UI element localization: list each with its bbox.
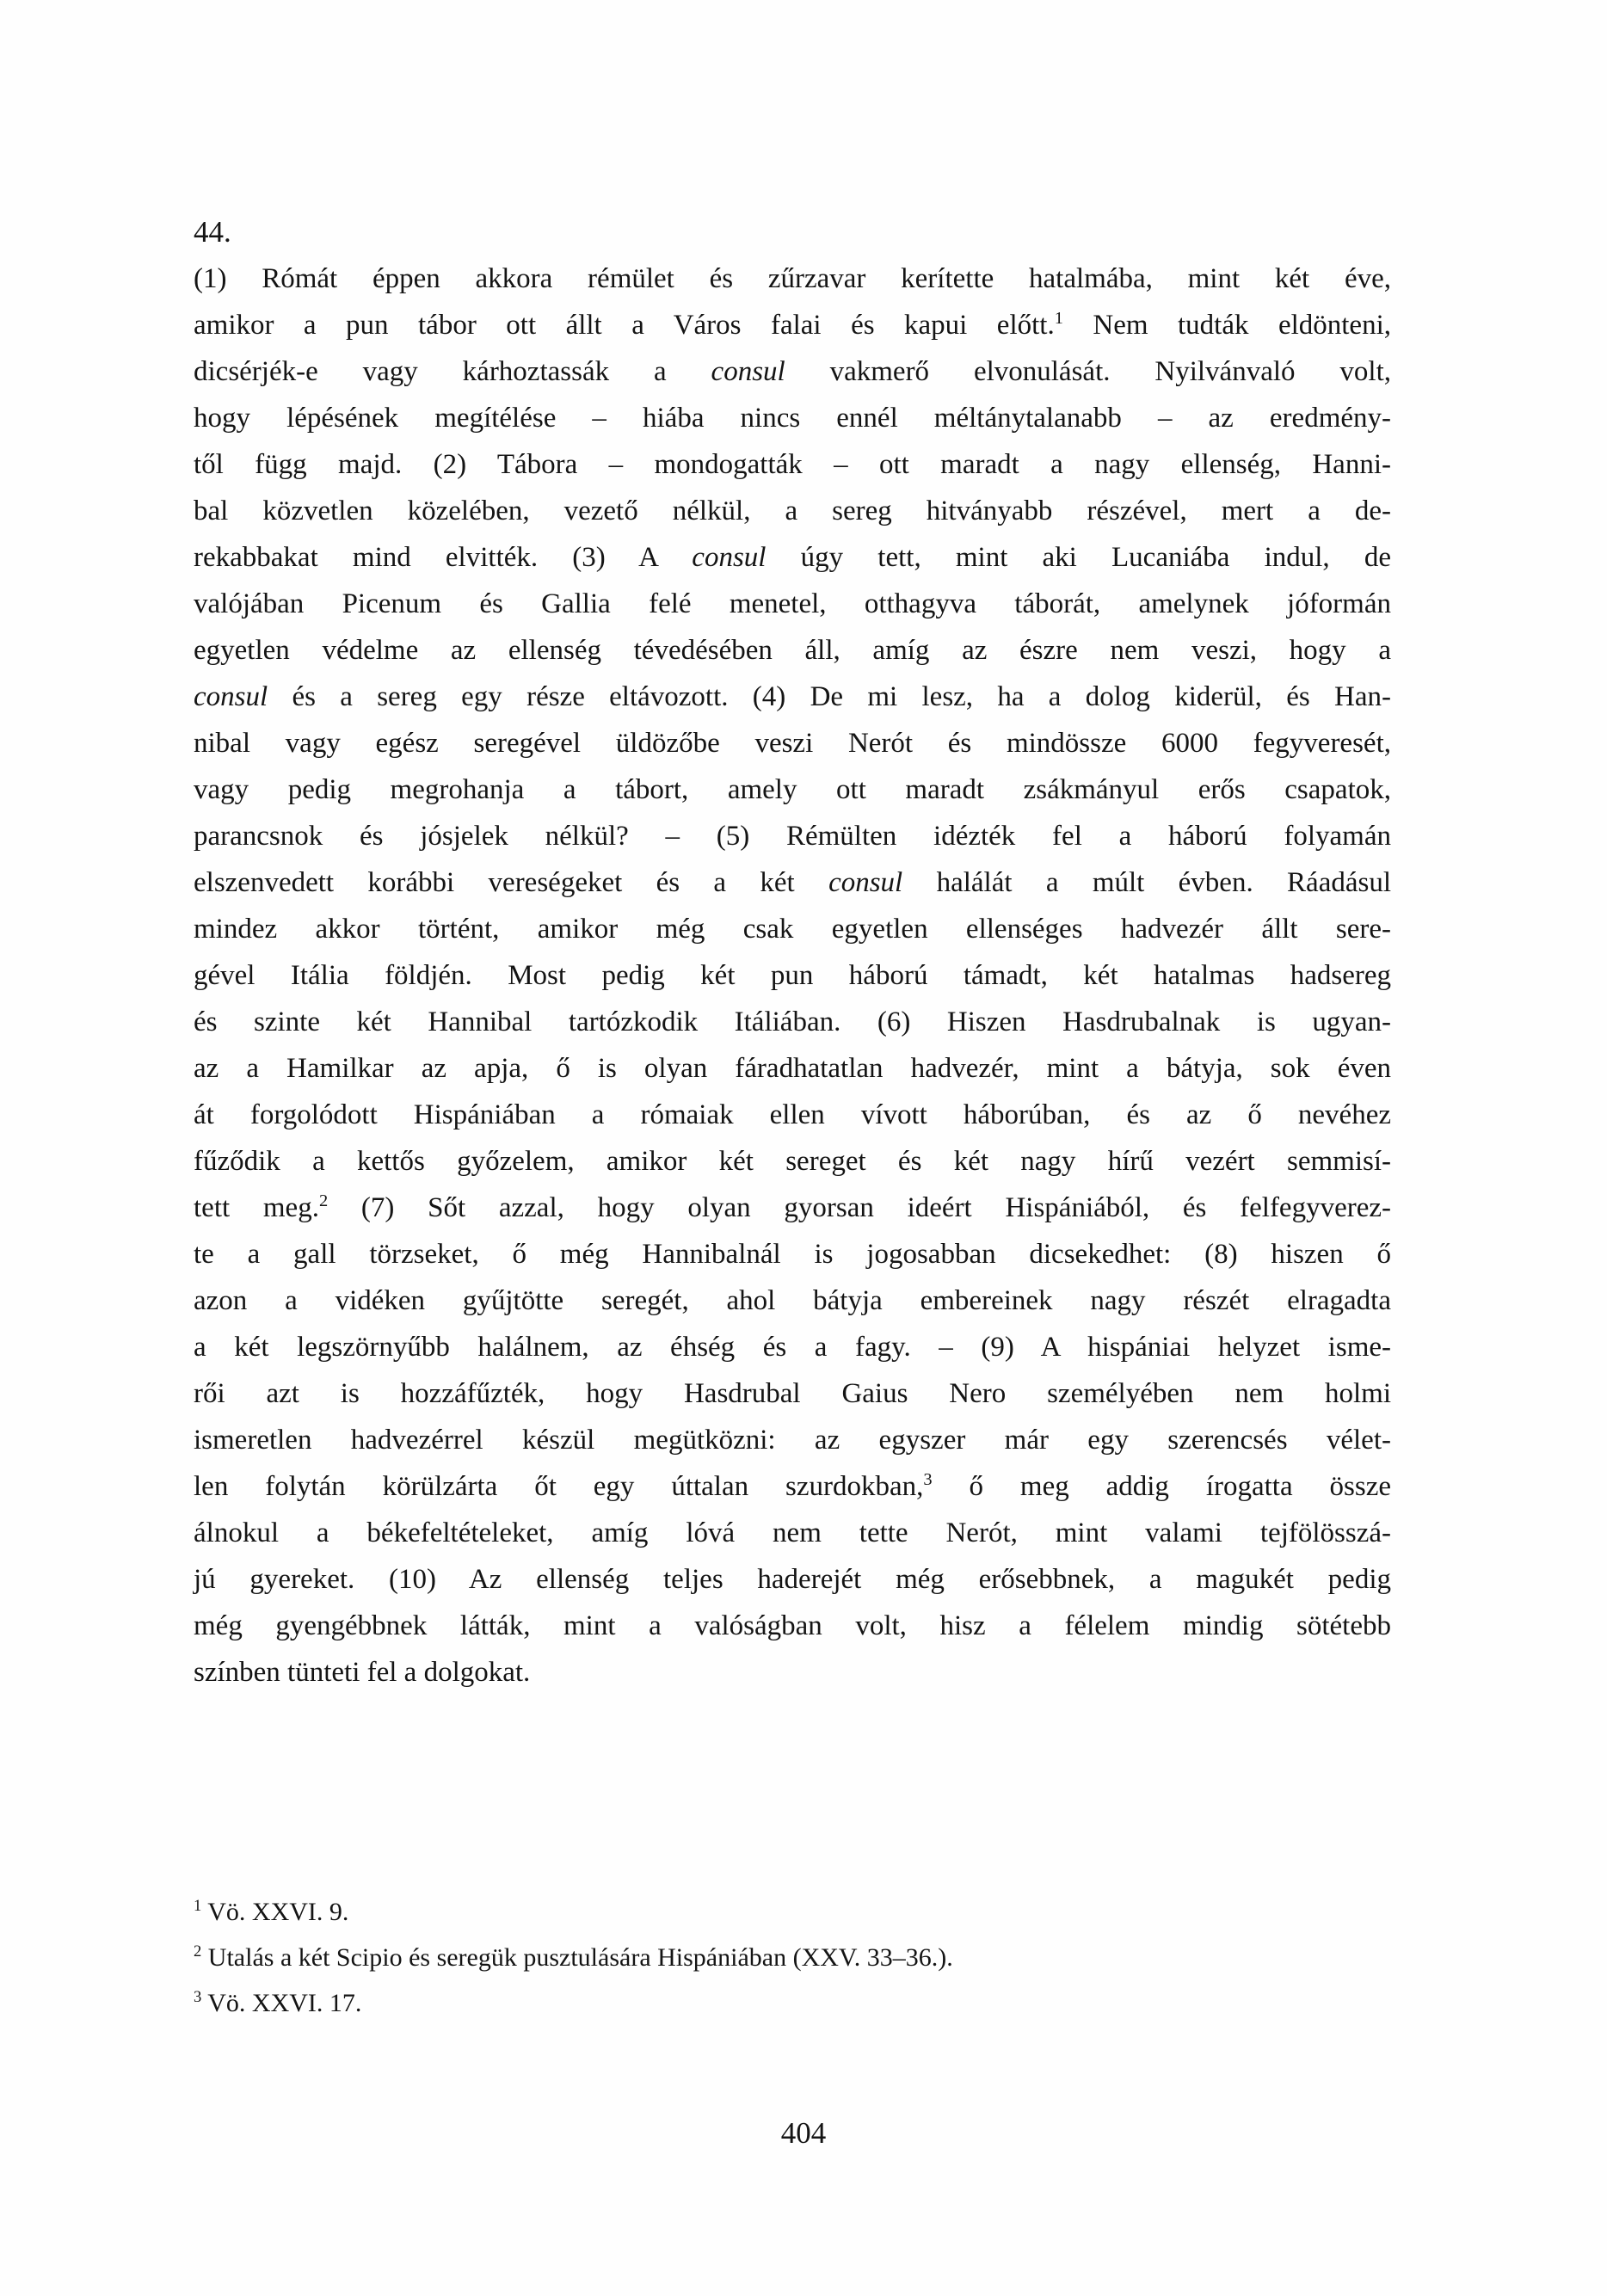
text-segment: len folytán körülzárta őt egy úttalan szurdokban, (194, 1471, 924, 1502)
footnote-marker: 3 (194, 1988, 202, 2006)
footnote-marker: 2 (194, 1942, 202, 1961)
text-segment: úgy tett, mint aki Lucaniába indul, de (766, 542, 1391, 573)
paragraph (194, 255, 1391, 1696)
italic-term: consul (828, 867, 903, 898)
text-line (194, 395, 1391, 441)
text-line (194, 1138, 1391, 1185)
text-line (194, 1092, 1391, 1138)
text-line (194, 255, 1391, 302)
text-segment: (1) Rómát éppen akkora rémület és zűrzavar kerítette hatalmába, mint két éve, (194, 263, 1391, 294)
text-line (194, 1370, 1391, 1417)
text-segment: valójában Picenum és Gallia felé menetel, otthagyva táborát, amelynek jóformán (194, 588, 1391, 619)
footnote-text: Vö. XXVI. 9. (201, 1898, 349, 1926)
italic-term: consul (711, 356, 785, 387)
text-line (194, 813, 1391, 859)
text-segment: rői azt is hozzáfűzték, hogy Hasdrubal Gaius Nero személyében nem holmi (194, 1378, 1391, 1409)
text-segment: fűződik a kettős győzelem, amikor két sereget és két nagy hírű vezért semmisí- (194, 1146, 1391, 1177)
text-segment: bal közvetlen közelében, vezető nélkül, a sereg hitványabb részével, mert a de- (194, 496, 1391, 526)
text-line (194, 348, 1391, 395)
text-segment: azon a vidéken gyűjtötte seregét, ahol bátyja embereinek nagy részét elragadta (194, 1285, 1391, 1316)
text-line (194, 1231, 1391, 1277)
text-line (194, 1603, 1391, 1649)
text-segment: ismeretlen hadvezérrel készül megütközni: az egyszer már egy szerencsés vélet- (194, 1425, 1391, 1456)
text-line (194, 488, 1391, 534)
text-line (194, 581, 1391, 627)
text-segment: tett meg. (194, 1192, 319, 1223)
text-line (194, 1185, 1391, 1231)
text-line (194, 1417, 1391, 1463)
footnote-ref: 2 (318, 1191, 329, 1210)
text-segment: a két legszörnyűbb halálnem, az éhség és a fagy. – (9) A hispániai helyzet isme- (194, 1332, 1391, 1363)
text-segment: még gyengébbnek látták, mint a valóságban volt, hisz a félelem mindig sötétebb (194, 1610, 1391, 1641)
text-segment: jú gyereket. (10) Az ellenség teljes haderejét még erősebbnek, a magukét pedig (194, 1564, 1391, 1595)
footnote-ref: 1 (1054, 309, 1063, 328)
text-segment: te a gall törzseket, ő még Hannibalnál is jogosabban dicsekedhet: (8) hiszen ő (194, 1239, 1391, 1270)
text-segment: gével Itália földjén. Most pedig két pun háború támadt, két hatalmas hadsereg (194, 960, 1391, 991)
text-segment: vakmerő elvonulását. Nyilvánvaló volt, (785, 356, 1391, 387)
text-line (194, 1649, 1391, 1696)
text-segment: Nem tudták eldönteni, (1062, 310, 1391, 341)
italic-term: consul (692, 542, 767, 573)
footnote-marker: 1 (194, 1897, 202, 1915)
text-segment: rekabbakat mind elvitték. (3) A (194, 542, 693, 573)
footnote-ref: 3 (923, 1470, 933, 1489)
text-segment: álnokul a békefeltételeket, amíg lóvá nem tette Nerót, mint valami tejfölösszá- (194, 1517, 1391, 1548)
text-segment: (7) Sőt azzal, hogy olyan gyorsan ideért Hispániából, és felfegyverez- (328, 1192, 1391, 1223)
text-line (194, 766, 1391, 813)
chapter-number: 44. (194, 215, 231, 249)
text-segment: és szinte két Hannibal tartózkodik Itáliában. (6) Hiszen Hasdrubalnak is ugyan- (194, 1006, 1391, 1037)
text-segment: parancsnok és jósjelek nélkül? – (5) Rémülten idézték fel a háború folyamán (194, 821, 1391, 852)
text-line (194, 720, 1391, 766)
text-segment: ő meg addig írogatta össze (932, 1471, 1391, 1502)
text-line (194, 441, 1391, 488)
footnote-text: Vö. XXVI. 17. (201, 1989, 362, 2017)
footnote-text: Utalás a két Scipio és seregük pusztulására Hispániában (XXV. 33–36.). (201, 1943, 953, 1972)
page-number: 404 (780, 2116, 827, 2150)
text-line (194, 1045, 1391, 1092)
text-segment: nibal vagy egész seregével üldözőbe veszi Nerót és mindössze 6000 fegyveresét, (194, 728, 1391, 759)
text-segment: és a sereg egy része eltávozott. (4) De mi lesz, ha a dolog kiderül, és Han- (268, 681, 1391, 712)
text-segment: dicsérjék-e vagy kárhoztassák a (194, 356, 711, 387)
text-line (194, 1277, 1391, 1324)
text-line (194, 999, 1391, 1045)
text-line (194, 1463, 1391, 1510)
footnotes (194, 1889, 1391, 2026)
text-segment: át forgolódott Hispániában a rómaiak ellen vívott háborúban, és az ő nevéhez (194, 1099, 1391, 1130)
footnote (194, 1889, 1391, 1935)
text-column (194, 209, 1391, 1696)
text-segment: amikor a pun tábor ott állt a Város falai és kapui előtt. (194, 310, 1055, 341)
text-line (194, 302, 1391, 348)
text-line (194, 952, 1391, 999)
text-segment: színben tünteti fel a dolgokat. (194, 1657, 531, 1688)
text-line (194, 534, 1391, 581)
text-segment: elszenvedett korábbi vereségeket és a két (194, 867, 829, 898)
text-segment: től függ majd. (2) Tábora – mondogatták – ott maradt a nagy ellenség, Hanni- (194, 449, 1391, 480)
footnote (194, 1935, 1391, 1980)
text-segment: hogy lépésének megítélése – hiába nincs ennél méltánytalanabb – az eredmény- (194, 403, 1391, 434)
text-segment: egyetlen védelme az ellenség tévedésében áll, amíg az észre nem veszi, hogy a (194, 635, 1391, 666)
text-line (194, 1556, 1391, 1603)
text-segment: vagy pedig megrohanja a tábort, amely ott maradt zsákmányul erős csapatok, (194, 774, 1391, 805)
text-line (194, 1324, 1391, 1370)
text-line (194, 859, 1391, 906)
text-line (194, 627, 1391, 674)
text-line (194, 1510, 1391, 1556)
text-line (194, 674, 1391, 720)
footnote (194, 1980, 1391, 2026)
text-segment: halálát a múlt évben. Ráadásul (902, 867, 1391, 898)
text-segment: az a Hamilkar az apja, ő is olyan fáradhatatlan hadvezér, mint a bátyja, sok éven (194, 1053, 1391, 1084)
text-segment: mindez akkor történt, amikor még csak egyetlen ellenséges hadvezér állt sere- (194, 914, 1391, 945)
italic-term: consul (194, 681, 268, 712)
text-line (194, 906, 1391, 952)
